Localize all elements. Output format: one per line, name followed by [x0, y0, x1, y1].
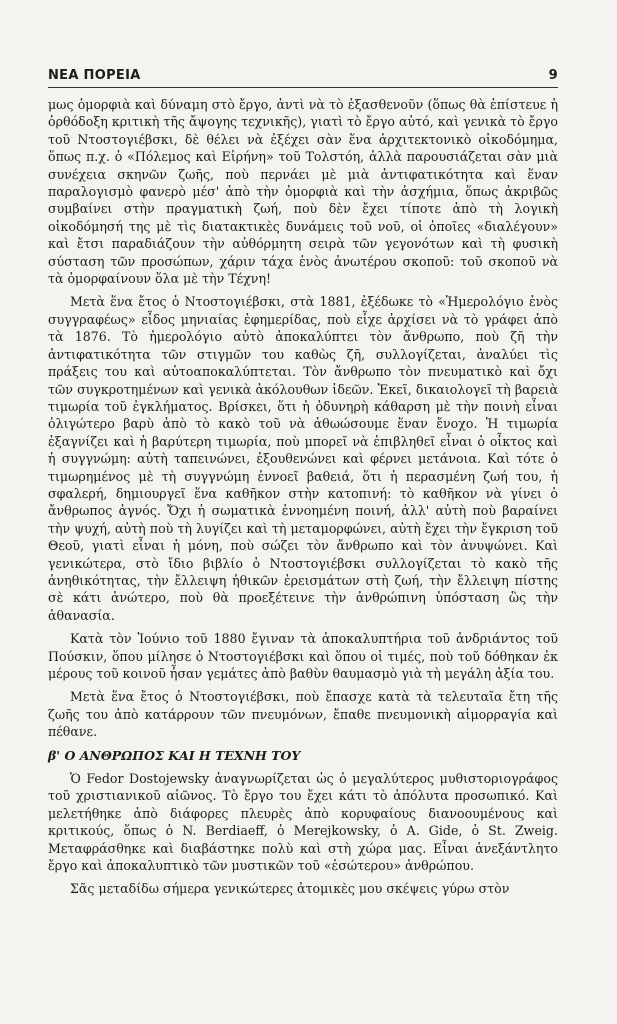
paragraph: Σᾶς μεταδίδω σήμερα γενικώτερες ἀτομικὲς μου σκέψεις γύρω στὸν [70, 881, 510, 897]
paragraph: Μετὰ ἕνα ἔτος ὁ Ντοστογιέβσκι, στὰ 1881, ἐξέδωκε τὸ «Ἡμερολόγιο ἑνὸς συγγραφέως» εἶδος μηνιαίας ἐφημερίδας, ποὺ εἶχε ἀρχίσει νὰ τὸ γράφει ἀπὸ τὰ 1876. Τὸ ἡμερολόγιο αὐτὸ ἀποκαλύπτει τὸν ἄνθρωπο, ποὺ ζῆ τὴν ἀντιφατικότητα τῶν στιγμῶν του καθὼς ζῆ, συλλογίζεται, ἀναλύει τὶς πράξεις του καὶ αὐτοαποκαλύπτεται. Τὸν ἄνθρωπο τὸν πνευματικὸ καὶ ὄχι τῶν συγκροτημένων καὶ γενικὰ ἀκόλουθων ἰδεῶν. Ἐκεῖ, δικαιολογεῖ τὴ βαρειὰ τιμωρία τοῦ ἐγκλήματος. Βρίσκει, ὅτι ἡ ὀδυνηρὴ κάθαρση μὲ τὴν ποινὴ εἶναι ὀλιγώτερο βαρὺ ἀπὸ τὸ κακὸ τοῦ νὰ ἀθωώσουμε ἕναν ἔνοχο. Ἡ τιμωρία ἐξαγνίζει καὶ ἡ βαρύτερη τιμωρία, ποὺ μπορεῖ νὰ ἐπιβληθεῖ εἶναι ὁ οἶκτος καὶ ἡ συγγνώμη: αὐτὴ ταπεινώνει, ἐξουθενώνει καὶ φέρνει μετάνοια. Καὶ τότε ὁ τιμωρημένος μὲ τὴ συγγνώμη ἐννοεῖ βαθειά, ὅτι ἡ περασμένη ζωή του, ἡ σφαλερή, δημιουργεῖ ἕνα καθῆκον στὴν κατοπινή: τὸ καθῆκον νὰ γίνει ὁ ἄνθρωπος ἁγνός. Ὄχι ἡ σωματικὰ ἐννοημένη ποινή, ἀλλ' αὐτὴ ποὺ βαραίνει τὴν ψυχή, αὐτὴ ποὺ τὴ λυγίζει καὶ τὴ μεταμορφώνει, αὐτὴ ἔχει τὴν ἔγκριση τοῦ Θεοῦ, γιατὶ εἶναι ἡ μόνη, ποὺ σώζει τὸν ἄνθρωπο καὶ τὸν ἀνυψώνει. Καὶ γενικώτερα, στὸ ἴδιο βιβλίο ὁ Ντοστογιέβσκι συλλογίζεται τὸ κακὸ τῆς ἀνηθικότητας, τὴν ἔλλειψη ἠθικῶν ἐρεισμάτων στὴ ζωή, τὴν ἔλλειψη πίστης σὲ κάτι ἀνώτερο, ποὺ θὰ προεξέτεινε τὴν ἀνθρώπινη ὑπόσταση ὣς τὴν ἀθανασία. [48, 294, 558, 623]
page-number: 9 [548, 68, 558, 83]
paragraph: Μετὰ ἕνα ἔτος ὁ Ντοστογιέβσκι, ποὺ ἔπασχε κατὰ τὰ τελευταῖα ἔτη τῆς ζωῆς του ἀπὸ κατάρρουν τῶν πνευμόνων, ἔπαθε πνευμονικὴ αἱμορραγία καὶ πέθανε. [48, 689, 558, 740]
paragraph: μως ὁμορφιὰ καὶ δύναμη στὸ ἔργο, ἀντὶ νὰ τὸ ἐξασθενοῦν (ὅπως θὰ ἐπίστευε ἡ ὀρθόδοξη κριτικὴ τῆς ἄψογης τεχνικῆς), γιατὶ τὸ ἔργο αὐτό, καὶ γενικὰ τὸ ἔργο τοῦ Ντοστογιέβσκι, δὲ θέλει νὰ ἐξέχει σὰν ἕνα ἀρχιτεκτονικὸ οἰκοδόμημα, ὅπως π.χ. ὁ «Πόλεμος καὶ Εἰρήνη» τοῦ Τολστόη, ἀλλὰ παρουσιάζεται σὰν μιὰ συνέχεια σκηνῶν ζωῆς, ποὺ περνάει μὲ μιὰ ἀντιφατικότητα καὶ ἕναν παραλογισμὸ φανερὸ μέσ' ἀπὸ τὴν ὀμορφιὰ καὶ τὴν ἀσχήμια, ὅπως ἀκριβῶς συμβαίνει στὴν πραγματικὴ ζωή, ποὺ δὲν ἔχει τίποτε ἀπὸ τὴ λογικὴ οἰκοδόμησή της μὲ τὶς διατακτικὲς δυνάμεις τοῦ νοῦ, οἱ ὁποῖες «διαλέγουν» καὶ ἔτσι παραδιάζουν τὴν αὐθόρμητη σειρὰ τῶν γεγονότων καὶ τὴ φυσικὴ σύσταση τῶν προσώπων, χάριν τάχα ἑνὸς ἀνωτέρου σκοποῦ: τοῦ σκοποῦ νὰ τὰ ὁμορφαίνουν ὅλα μὲ τὴν Τέχνη! [48, 97, 558, 287]
section-heading: β' Ο ΑΝΘΡΩΠΟΣ ΚΑΙ Η ΤΕΧΝΗ ΤΟΥ [48, 747, 301, 763]
header-rule [48, 87, 558, 88]
journal-title: ΝΕΑ ΠΟΡΕΙΑ [48, 68, 141, 83]
running-header [48, 68, 558, 83]
paragraph: Ὁ Fedor Dostojewsky ἀναγνωρίζεται ὡς ὁ μεγαλύτερος μυθιστοριογράφος τοῦ χριστιανικοῦ αἰῶνος. Τὸ ἔργο του ἔχει κάτι τὸ ἀπόλυτα προσωπικό. Καὶ μελετήθηκε ἀπὸ διάφορες πλευρὲς ἀπὸ κορυφαίους διανοουμένους καὶ κριτικούς, ὅπως ὁ N. Berdiaeff, ὁ Merejkowsky, ὁ A. Gide, ὁ St. Zweig. Μεταφράσθηκε καὶ διαβάστηκε πολὺ καὶ στὴ χώρα μας. Εἶναι ἀνεξάντλητο ἔργο καὶ ἀποκαλυπτικὸ τῶν μυστικῶν τοῦ «ἐσώτερου» ἀνθρώπου. [48, 771, 558, 874]
paragraph: Κατὰ τὸν Ἰούνιο τοῦ 1880 ἔγιναν τὰ ἀποκαλυπτήρια τοῦ ἀνδριάντος τοῦ Πούσκιν, ὅπου μίλησε ὁ Ντοστογιέβσκι καὶ ὅπου οἱ τιμές, ποὺ τοῦ δόθηκαν ἐκ μέρους τοῦ κοινοῦ ἦσαν γεμάτες ἀπὸ βαθὺν θαυμασμὸ γιὰ τὴ μεγάλη ἀξία του. [48, 631, 558, 681]
article-body [48, 96, 558, 904]
